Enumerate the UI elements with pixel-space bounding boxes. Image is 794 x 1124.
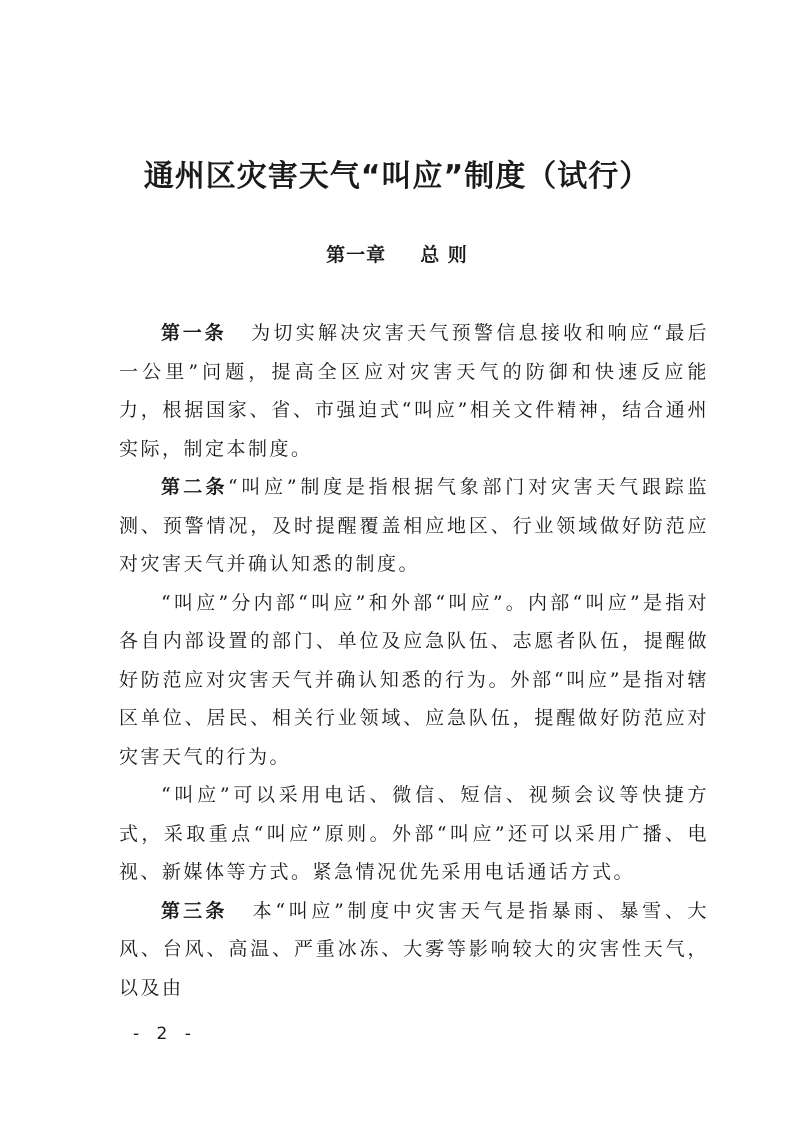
paragraph-article-2: [119, 468, 709, 584]
paragraph-text: “叫应”可以采用电话、微信、短信、视频会议等快捷方式，采取重点“叫应”原则。外部“叫应”还可以采用广播、电视、新媒体等方式。紧急情况优先采用电话通话方式。: [119, 784, 709, 883]
paragraph-article-1: [119, 314, 709, 468]
paragraph-article-3: [119, 892, 709, 1008]
article-label: 第二条: [161, 476, 228, 498]
page-number: - 2 -: [133, 1024, 197, 1044]
article-label: 第一条: [161, 322, 227, 344]
article-label: 第三条: [161, 899, 228, 922]
paragraph: [119, 584, 709, 777]
paragraph: [119, 776, 709, 892]
chapter-heading: [0, 240, 794, 270]
chapter-name: 总 则: [420, 244, 468, 266]
paragraph-text: 本“叫应”制度中灾害天气是指暴雨、暴雪、大风、台风、高温、严重冰冻、大雾等影响较大的灾害性天气，以及由: [119, 899, 709, 999]
chapter-number: 第一章: [326, 244, 387, 266]
paragraph-text: “叫应”分内部“叫应”和外部“叫应”。内部“叫应”是指对各自内部设置的部门、单位及应急队伍、志愿者队伍，提醒做好防范应对灾害天气并确认知悉的行为。外部“叫应”是指对辖区单位、居民、相关行业领域、应急队伍，提醒做好防范应对灾害天气的行为。: [119, 591, 709, 768]
paragraph-text: “叫应”制度是指根据气象部门对灾害天气跟踪监测、预警情况，及时提醒覆盖相应地区、行业领域做好防范应对灾害天气并确认知悉的制度。: [119, 476, 709, 575]
paragraph-text: 为切实解决灾害天气预警信息接收和响应“最后一公里”问题，提高全区应对灾害天气的防御和快速反应能力，根据国家、省、市强迫式“叫应”相关文件精神，结合通州实际，制定本制度。: [119, 322, 709, 460]
document-body: [119, 314, 709, 1007]
document-title: 通州区灾害天气“叫应”制度（试行）: [143, 159, 651, 194]
